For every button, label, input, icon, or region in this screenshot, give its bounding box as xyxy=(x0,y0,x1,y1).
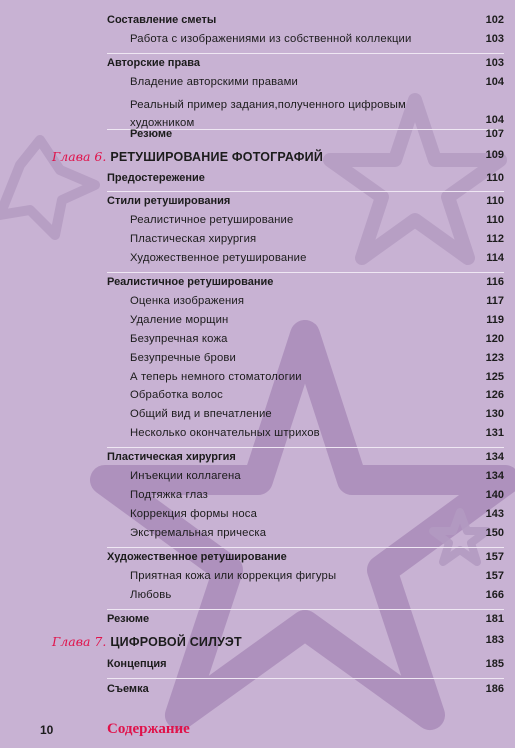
page-ref: 114 xyxy=(486,252,504,264)
page-ref: 102 xyxy=(485,14,504,26)
subsection-title: Безупречные брови xyxy=(130,352,237,364)
page-ref: 107 xyxy=(485,128,504,140)
page-ref: 126 xyxy=(485,389,504,401)
page-ref: 185 xyxy=(485,658,504,670)
page-ref: 109 xyxy=(485,149,504,161)
subsection-title: Работа с изображениями из собственной коллекции xyxy=(130,33,412,45)
subsection-title-cont: художником xyxy=(130,117,195,129)
toc-entry[interactable] xyxy=(107,613,504,629)
toc-entry[interactable] xyxy=(107,683,504,699)
section-title: Составление сметы xyxy=(107,14,217,26)
page-ref: 112 xyxy=(486,233,504,245)
page-ref: 103 xyxy=(485,57,504,69)
section-title: Реалистичное ретуширование xyxy=(107,276,274,288)
toc-entry[interactable] xyxy=(107,195,504,211)
toc-entry[interactable] xyxy=(130,314,504,330)
chapter-entry[interactable] xyxy=(52,149,504,164)
subsection-title: Оценка изображения xyxy=(130,295,245,307)
toc-entry[interactable] xyxy=(130,76,504,92)
subsection-title: Реальный пример задания,полученного цифровым xyxy=(130,99,406,111)
page-ref: 186 xyxy=(485,683,504,695)
section-divider xyxy=(107,609,504,610)
toc-entry[interactable] xyxy=(130,470,504,486)
section-divider xyxy=(107,678,504,679)
page-ref: 116 xyxy=(486,276,504,288)
toc-entry[interactable] xyxy=(130,508,504,524)
section-title: Съемка xyxy=(107,683,149,695)
toc-entry[interactable] xyxy=(130,527,504,543)
toc-entry[interactable] xyxy=(130,252,504,268)
section-title: Пластическая хирургия xyxy=(107,451,236,463)
subsection-title: Любовь xyxy=(130,589,172,601)
page-ref: 181 xyxy=(485,613,504,625)
page-ref: 131 xyxy=(485,427,504,439)
toc-entry[interactable] xyxy=(130,95,504,129)
toc-entry[interactable] xyxy=(130,427,504,443)
section-divider xyxy=(107,191,504,192)
subsection-title: А теперь немного стоматологии xyxy=(130,371,302,383)
subsection-title: Приятная кожа или коррекция фигуры xyxy=(130,570,337,582)
page-ref: 150 xyxy=(485,527,504,539)
subsection-title: Пластическая хирургия xyxy=(130,233,257,245)
subsection-title: Общий вид и впечатление xyxy=(130,408,272,420)
section-title: Предостережение xyxy=(107,172,205,184)
chapter-title: ЦИФРОВОЙ СИЛУЭТ xyxy=(110,635,242,649)
toc-entry[interactable] xyxy=(130,589,504,605)
chapter-entry[interactable] xyxy=(52,634,504,649)
page-ref: 123 xyxy=(485,352,504,364)
toc-entry[interactable] xyxy=(130,233,504,249)
page-ref: 104 xyxy=(485,114,504,126)
page-ref: 110 xyxy=(486,195,504,207)
toc-entry[interactable] xyxy=(130,570,504,586)
page-ref: 110 xyxy=(486,172,504,184)
toc-entry[interactable] xyxy=(130,33,504,49)
toc-entry[interactable] xyxy=(130,352,504,368)
page-ref: 103 xyxy=(485,33,504,45)
page-ref: 117 xyxy=(486,295,504,307)
subsection-title: Инъекции коллагена xyxy=(130,470,241,482)
page-ref: 125 xyxy=(485,371,504,383)
subsection-title: Художественное ретуширование xyxy=(130,252,307,264)
toc-entry[interactable] xyxy=(107,451,504,467)
page-ref: 104 xyxy=(485,76,504,88)
section-title: Авторские права xyxy=(107,57,201,69)
page-ref: 157 xyxy=(485,551,504,563)
subsection-title: Коррекция формы носа xyxy=(130,508,258,520)
subsection-title: Экстремальная прическа xyxy=(130,527,267,539)
subsection-title: Обработка волос xyxy=(130,389,223,401)
toc-entry[interactable] xyxy=(130,128,504,144)
chapter-label: Глава 7. xyxy=(52,634,107,649)
page-ref: 140 xyxy=(485,489,504,501)
page-number: 10 xyxy=(40,723,54,737)
section-divider xyxy=(107,447,504,448)
toc-entry[interactable] xyxy=(107,57,504,73)
toc-entry[interactable] xyxy=(107,14,504,30)
page-ref: 120 xyxy=(485,333,504,345)
subsection-title: Владение авторскими правами xyxy=(130,76,298,88)
section-divider xyxy=(107,272,504,273)
toc-entry[interactable] xyxy=(107,276,504,292)
footer-title: Содержание xyxy=(107,721,190,737)
toc-entry[interactable] xyxy=(130,371,504,387)
subsection-title: Удаление морщин xyxy=(130,314,229,326)
section-divider xyxy=(107,53,504,54)
toc-entry[interactable] xyxy=(130,489,504,505)
chapter-title: РЕТУШИРОВАНИЕ ФОТОГРАФИЙ xyxy=(110,150,324,164)
page-ref: 110 xyxy=(486,214,504,226)
subsection-title: Подтяжка глаз xyxy=(130,489,208,501)
toc-entry[interactable] xyxy=(107,172,504,188)
chapter-label: Глава 6. xyxy=(52,149,107,164)
page-ref: 119 xyxy=(486,314,504,326)
subsection-title: Безупречная кожа xyxy=(130,333,228,345)
section-title: Художественное ретуширование xyxy=(107,551,287,563)
page-ref: 166 xyxy=(485,589,504,601)
toc-entry[interactable] xyxy=(130,389,504,405)
toc-entry[interactable] xyxy=(130,214,504,230)
page-ref: 130 xyxy=(485,408,504,420)
toc-entry[interactable] xyxy=(107,658,504,674)
page-ref: 134 xyxy=(485,470,504,482)
page-ref: 183 xyxy=(485,634,504,646)
section-divider xyxy=(107,547,504,548)
subsection-title: Реалистичное ретуширование xyxy=(130,214,294,226)
subsection-title: Резюме xyxy=(130,128,173,140)
page-ref: 143 xyxy=(485,508,504,520)
section-title: Резюме xyxy=(107,613,150,625)
toc-entry[interactable] xyxy=(130,295,504,311)
section-title: Стили ретуширования xyxy=(107,195,231,207)
page-ref: 157 xyxy=(485,570,504,582)
page-ref: 134 xyxy=(485,451,504,463)
toc-entry[interactable] xyxy=(130,333,504,349)
section-title: Концепция xyxy=(107,658,167,670)
toc-entry[interactable] xyxy=(130,408,504,424)
subsection-title: Несколько окончательных штрихов xyxy=(130,427,320,439)
toc-entry[interactable] xyxy=(107,551,504,567)
